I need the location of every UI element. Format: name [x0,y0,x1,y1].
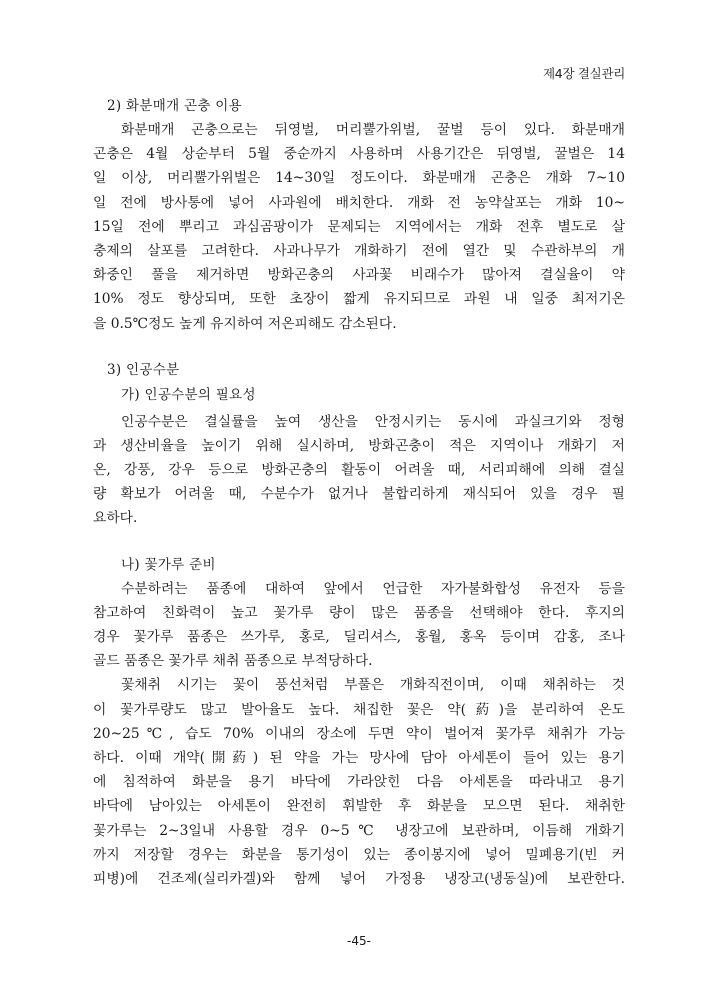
paragraph-line: 화중인 풀을 제거하면 방화곤충의 사과꽃 비래수가 많아져 결실율이 약 [93,267,625,284]
paragraph-line: 20~25℃, 습도 70% 이내의 장소에 두면 약이 벌어져 꽃가루 채취가 가능 [93,725,625,742]
paragraph-line: 바닥에 남아있는 아세톤이 완전히 휘발한 후 화분을 모으면 된다. 채취한 [93,798,625,815]
paragraph-line: 량 확보가 어려울 때, 수분수가 없거나 불합리하게 재식되어 있을 경우 필 [93,486,625,503]
paragraph-line: 참고하여 친화력이 높고 꽃가루 량이 많은 품종을 선택해야 한다. 후지의 [93,604,625,621]
page-number: -45- [347,934,371,948]
paragraph-line: 일 전에 방사통에 넣어 사과원에 배치한다. 개화 전 농약살포는 개화 10~ [93,194,625,211]
paragraph-line: 요하다. [93,510,138,527]
paragraph-line: 과 생산비율을 높이기 위해 실시하며, 방화곤충이 적은 지역이나 개화기 저 [93,437,625,454]
paragraph-line: 이 꽃가루량도 많고 발아율도 높다. 채집한 꽃은 약(葯)을 분리하여 온도 [93,701,625,718]
paragraph-line: 15일 전에 뿌리고 과심곰팡이가 문제되는 지역에서는 개화 전후 별도로 살 [93,218,625,235]
subsection-heading-necessity: 가) 인공수분의 필요성 [121,386,256,403]
paragraph-line: 피병)에 건조제(실리카겔)와 함께 넣어 가정용 냉장고(냉동실)에 보관한다. [93,870,625,887]
paragraph-line: 수분하려는 품종에 대하여 앞에서 언급한 자가불화합성 유전자 등을 [121,580,625,597]
paragraph-line: 꽃가루는 2~3일내 사용할 경우 0~5℃ 냉장고에 보관하며, 이듬해 개화기 [93,822,625,839]
paragraph-line: 하다. 이때 개약(開葯) 된 약을 가는 망사에 담아 아세톤이 들어 있는 용기 [93,749,625,766]
paragraph-pollinating-insects [93,118,625,336]
paragraph-line: 에 침적하여 화분을 용기 바닥에 가라앉힌 다음 아세톤을 따라내고 용기 [93,774,625,791]
paragraph-line: 충제의 살포를 고려한다. 사과나무가 개화하기 전에 열간 및 수관하부의 개 [93,242,625,259]
paragraph-line: 꽃채취 시기는 꽃이 풍선처럼 부풀은 개화직전이며, 이때 채취하는 것 [121,677,625,694]
section-heading-artificial-pollination: 3) 인공수분 [107,361,180,378]
subsection-heading-pollen-preparation: 나) 꽃가루 준비 [121,556,216,573]
paragraph-variety-selection [93,577,625,674]
paragraph-line: 화분매개 곤충으로는 뒤영벌, 머리뿔가위벌, 꿀벌 등이 있다. 화분매개 [121,122,625,138]
paragraph-line: 일 이상, 머리뿔가위벌은 14~30일 정도이다. 화분매개 곤충은 개화 7~10 [93,170,625,187]
paragraph-line: 까지 저장할 경우는 화분을 통기성이 있는 종이봉지에 넣어 밀폐용기(빈 커 [93,846,625,863]
paragraph-line: 온, 강풍, 강우 등으로 방화곤충의 활동이 어려울 때, 서리피해에 의해 결실 [93,462,625,479]
paragraph-line: 골드 품종은 꽃가루 채취 품종으로 부적당하다. [93,653,373,670]
section-heading-pollinating-insects: 2) 화분매개 곤충 이용 [107,98,242,114]
paragraph-line: 10% 정도 향상되며, 또한 초장이 짧게 유지되므로 과원 내 일중 최저기온 [93,291,625,308]
page-content [93,96,625,891]
chapter-header: 제4장 결실관리 [543,66,625,81]
paragraph-line: 경우 꽃가루 품종은 쓰가루, 홍로, 딜리셔스, 홍월, 홍옥 등이며 감홍, 조나 [93,629,625,645]
paragraph-line: 곤충은 4월 상순부터 5월 중순까지 사용하며 사용기간은 뒤영벌, 꿀벌은 14 [93,146,625,163]
paragraph-pollen-collection [93,673,625,891]
paragraph-necessity [93,410,625,531]
paragraph-line: 인공수분은 결실률을 높여 생산을 안정시키는 동시에 과실크기와 정형 [121,413,625,430]
paragraph-line: 을 0.5℃정도 높게 유지하여 저온피해도 감소된다. [93,315,397,332]
